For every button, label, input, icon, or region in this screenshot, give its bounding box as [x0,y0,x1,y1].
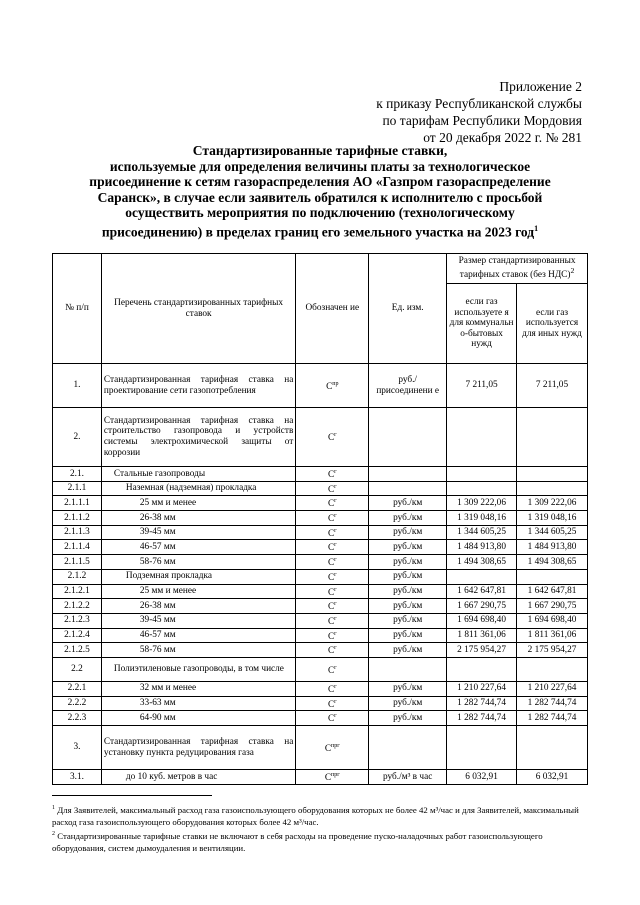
row-number: 3. [53,726,102,770]
designation-symbol: С [327,685,335,696]
row-designation [296,496,369,511]
row-name: 26-38 мм [101,599,295,614]
row-value-communal: 1 811 361,06 [447,628,517,643]
row-unit: руб./км [369,613,447,628]
row-value-other [517,467,588,482]
row-unit: руб./м³ в час [369,770,447,785]
row-designation [296,408,369,467]
table-row [53,726,588,770]
footnote-2-text: Стандартизированные тарифные ставки не включают в себя расходы на проведение пуско-наладочных работ газоиспользующего оборудования, систем дымоудаления и вентиляции. [52,831,543,854]
row-unit: руб./км [369,599,447,614]
designation-index: г [334,601,337,608]
designation-symbol: С [327,433,335,444]
designation-index: г [334,683,337,690]
row-value-communal: 6 032,91 [447,770,517,785]
row-unit: руб./км [369,569,447,584]
row-number: 2.2.3 [53,711,102,726]
designation-index: прг [331,772,340,778]
designation-symbol: С [327,514,335,525]
row-value-communal: 7 211,05 [447,364,517,408]
header-num: № п/п [53,254,102,364]
row-value-communal [447,408,517,467]
row-designation [296,584,369,599]
footnote-1-mark: 1 [52,805,55,811]
row-number: 1. [53,364,102,408]
row-name: Полиэтиленовые газопроводы, в том числе [101,657,295,681]
row-value-communal [447,726,517,770]
table-row [53,511,588,526]
row-value-communal: 1 344 605,25 [447,525,517,540]
row-value-other: 1 344 605,25 [517,525,588,540]
header-communal: если газ используете я для коммунальн о-бытовых нужд [447,284,517,364]
appendix-title: Приложение 2 [499,79,582,94]
row-designation [296,613,369,628]
designation-symbol: С [327,484,335,495]
row-name: Стандартизированная тарифная ставка на проектирование сети газопотребления [101,364,295,408]
row-number: 2. [53,408,102,467]
row-value-other: 2 175 954,27 [517,643,588,658]
row-value-other [517,569,588,584]
row-value-other [517,657,588,681]
row-value-other [517,481,588,496]
row-name: 46-57 мм [101,540,295,555]
row-designation [296,511,369,526]
row-value-communal: 1 210 227,64 [447,681,517,696]
row-name: Подземная прокладка [101,569,295,584]
appendix-authority: по тарифам Республики Мордовия [382,113,582,128]
row-number: 2.1.1.1 [53,496,102,511]
row-unit: руб./км [369,584,447,599]
row-unit: руб./км [369,696,447,711]
row-number: 2.2 [53,657,102,681]
designation-index: г [334,557,337,564]
appendix-date: от 20 декабря 2022 г. № 281 [423,130,582,145]
footnote-2 [52,828,592,854]
row-value-communal: 1 484 913,80 [447,540,517,555]
row-value-communal [447,657,517,681]
designation-index: г [334,483,337,490]
designation-symbol: С [327,631,335,642]
row-value-communal [447,481,517,496]
title-line-2: используемые для определения величины платы за технологическое [109,158,531,174]
title-line-3: присоединение к сетям газораспределения АО «Газпром газораспределение [89,174,551,190]
table-row [53,467,588,482]
table-row [53,496,588,511]
row-number: 2.1.1 [53,481,102,496]
designation-symbol: С [327,587,335,598]
row-unit: руб./км [369,540,447,555]
row-name: 25 мм и менее [101,496,295,511]
row-name: 25 мм и менее [101,584,295,599]
row-designation [296,364,369,408]
designation-symbol: С [327,665,335,676]
table-row [53,555,588,570]
row-designation [296,569,369,584]
row-unit [369,467,447,482]
row-value-other [517,408,588,467]
row-number: 2.1.2.1 [53,584,102,599]
row-value-other: 6 032,91 [517,770,588,785]
header-size-group-text: Размер стандартизированных тарифных ставок (без НДС) [458,255,576,281]
row-number: 2.1.2.5 [53,643,102,658]
appendix-header [376,78,582,146]
table-row [53,599,588,614]
row-value-other: 1 309 222,06 [517,496,588,511]
row-unit [369,726,447,770]
table-row [53,584,588,599]
row-number: 2.1.1.4 [53,540,102,555]
designation-index: г [334,571,337,578]
footnote-divider [52,795,212,796]
designation-symbol: С [327,572,335,583]
header-designation: Обозначен ие [296,254,369,364]
row-designation [296,681,369,696]
row-value-communal: 1 494 308,65 [447,555,517,570]
row-designation [296,467,369,482]
designation-index: г [334,664,337,671]
tariff-table [52,253,588,785]
row-value-other: 1 694 698,40 [517,613,588,628]
row-number: 2.1.2.2 [53,599,102,614]
footnote-1-text: Для Заявителей, максимальный расход газа газоиспользующего оборудования которых не более 42 м³/час и для Заявителей, максимальный расход газа газоиспользующего оборудования которых более 42 м³/час. [52,804,579,828]
row-unit: руб./км [369,525,447,540]
designation-index: прг [331,742,340,749]
designation-symbol: С [324,743,332,754]
row-value-other: 1 494 308,65 [517,555,588,570]
header-footnote-ref: 2 [570,266,575,276]
row-name: Наземная (надземная) прокладка [101,481,295,496]
row-value-communal [447,569,517,584]
row-value-other: 1 282 744,74 [517,711,588,726]
designation-index: г [334,542,337,549]
table-row [53,711,588,726]
row-name: 58-76 мм [101,555,295,570]
row-designation [296,643,369,658]
designation-symbol: С [326,381,333,392]
designation-index: г [334,713,337,720]
row-number: 2.1.1.2 [53,511,102,526]
row-value-other: 1 282 744,74 [517,696,588,711]
designation-symbol: С [327,543,335,554]
row-unit [369,657,447,681]
designation-symbol: С [327,558,335,569]
table-row [53,770,588,785]
row-unit [369,481,447,496]
row-name: 39-45 мм [101,613,295,628]
row-designation [296,657,369,681]
footnotes [52,802,592,855]
row-unit: руб./км [369,681,447,696]
designation-index: г [334,527,337,534]
designation-index: пр [332,380,339,387]
row-value-other [517,726,588,770]
row-name: Стальные газопроводы [101,467,295,482]
row-value-communal: 1 282 744,74 [447,711,517,726]
row-value-communal: 1 694 698,40 [447,613,517,628]
designation-index: г [334,698,337,705]
row-unit: руб./км [369,555,447,570]
row-unit: руб./км [369,628,447,643]
designation-index: г [334,513,337,520]
row-number: 2.1.2.4 [53,628,102,643]
row-number: 2.1.1.3 [53,525,102,540]
row-value-other: 1 484 913,80 [517,540,588,555]
row-value-communal: 1 667 290,75 [447,599,517,614]
designation-index: г [334,498,337,505]
table-row [53,613,588,628]
designation-symbol: С [327,616,335,627]
header-list: Перечень стандартизированных тарифных ставок [101,254,295,364]
row-name: 46-57 мм [101,628,295,643]
row-value-communal: 1 309 222,06 [447,496,517,511]
designation-index: г [334,630,337,637]
title-line-4: Саранск», в случае если заявитель обратился к исполнителю с просьбой [97,189,543,205]
row-designation [296,540,369,555]
row-designation [296,770,369,785]
row-value-communal: 1 319 048,16 [447,511,517,526]
table-row [53,628,588,643]
footnote-2-mark: 2 [52,831,55,838]
footnote-1 [52,802,592,828]
table-row [53,525,588,540]
table-row [53,681,588,696]
designation-symbol: С [327,714,335,725]
header-unit: Ед. изм. [369,254,447,364]
row-value-other: 7 211,05 [517,364,588,408]
row-unit: руб./ присоединени е [369,364,447,408]
row-name: Стандартизированная тарифная ставка на строительство газопровода и устройств системы электрохимической защиты от коррозии [101,408,295,467]
designation-symbol: С [327,602,335,613]
designation-symbol: С [324,773,332,784]
row-unit: руб./км [369,496,447,511]
designation-symbol: С [327,699,335,710]
row-value-communal [447,467,517,482]
row-designation [296,525,369,540]
row-unit: руб./км [369,643,447,658]
row-designation [296,711,369,726]
designation-index: г [334,645,337,652]
designation-index: г [334,432,337,439]
row-name: 64-90 мм [101,711,295,726]
header-other: если газ используется для иных нужд [517,284,588,364]
row-number: 2.1.1.5 [53,555,102,570]
row-value-other: 1 811 361,06 [517,628,588,643]
row-value-other: 1 642 647,81 [517,584,588,599]
header-size-group [447,254,588,284]
row-number: 2.2.2 [53,696,102,711]
row-number: 2.1.2.3 [53,613,102,628]
row-name: 58-76 мм [101,643,295,658]
row-value-communal: 1 282 744,74 [447,696,517,711]
designation-symbol: С [327,646,335,657]
row-number: 2.2.1 [53,681,102,696]
appendix-order-ref: к приказу Республиканской службы [376,96,582,111]
title-line-6 [52,221,588,240]
title-line-1: Стандартизированные тарифные ставки, [192,143,448,158]
row-designation [296,481,369,496]
row-designation [296,726,369,770]
designation-symbol: С [327,470,335,481]
row-unit [369,408,447,467]
row-unit: руб./км [369,711,447,726]
row-number: 2.1.2 [53,569,102,584]
row-unit: руб./км [369,511,447,526]
designation-symbol: С [327,528,335,539]
table-body [53,364,588,785]
table-row [53,657,588,681]
title-footnote-ref: 1 [534,223,539,233]
row-value-other: 1 667 290,75 [517,599,588,614]
designation-index: г [334,586,337,593]
title-line-6-text: присоединению) в пределах границ его земельного участка на 2023 год [101,224,535,240]
row-designation [296,599,369,614]
row-name: 33-63 мм [101,696,295,711]
row-designation [296,628,369,643]
table-row [53,540,588,555]
designation-symbol: С [327,499,335,510]
table-row [53,408,588,467]
table-row [53,364,588,408]
table-row [53,481,588,496]
row-name: 26-38 мм [101,511,295,526]
table-row [53,643,588,658]
row-value-other: 1 319 048,16 [517,511,588,526]
row-name: Стандартизированная тарифная ставка на установку пункта редуцирования газа [101,726,295,770]
row-name: до 10 куб. метров в час [101,770,295,785]
row-number: 3.1. [53,770,102,785]
document-title [52,143,588,240]
row-designation [296,696,369,711]
row-number: 2.1. [53,467,102,482]
row-value-communal: 1 642 647,81 [447,584,517,599]
row-designation [296,555,369,570]
table-row [53,569,588,584]
designation-index: г [334,615,337,622]
designation-index: г [334,469,337,475]
title-line-5: осуществить мероприятия по подключению (технологическому [125,205,515,221]
table-row [53,696,588,711]
row-name: 39-45 мм [101,525,295,540]
row-name: 32 мм и менее [101,681,295,696]
row-value-communal: 2 175 954,27 [447,643,517,658]
row-value-other: 1 210 227,64 [517,681,588,696]
